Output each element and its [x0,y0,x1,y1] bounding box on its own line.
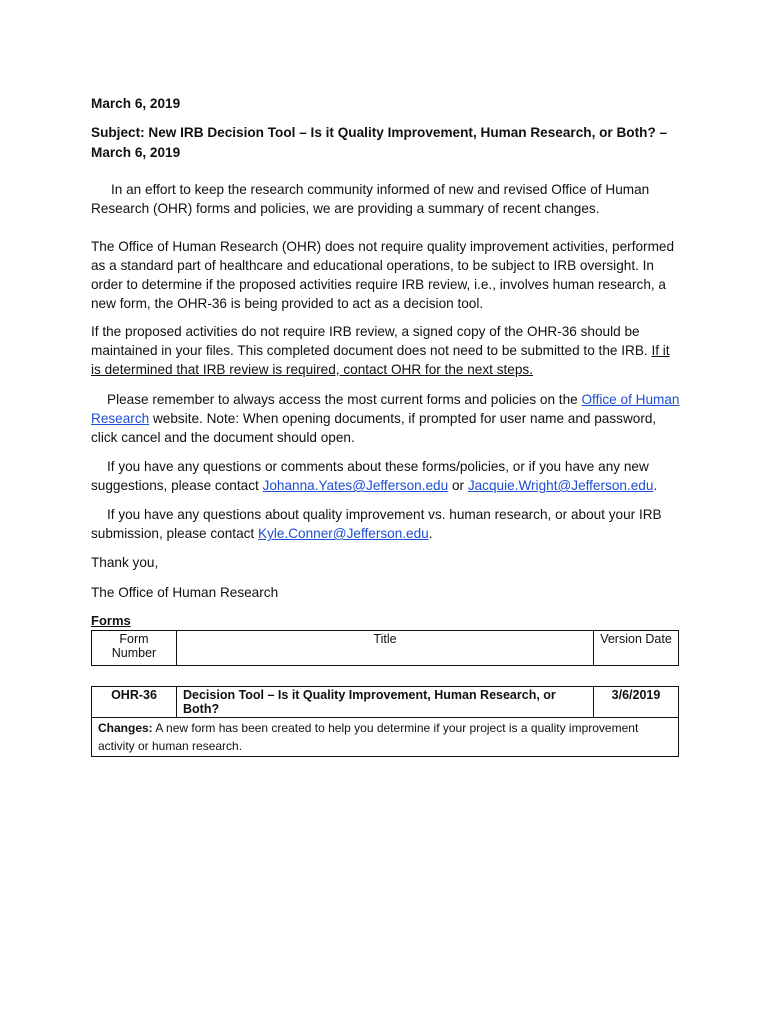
remember-paragraph [91,390,683,447]
header-title: Title [177,631,594,666]
email-yates-link[interactable]: Johanna.Yates@Jefferson.edu [262,478,449,493]
thanks-line: Thank you, [91,555,159,570]
row-title: Decision Tool – Is it Quality Improvement, Human Research, or Both? [177,687,594,718]
qi-text-pre: If you have any questions about quality improvement vs. human research, or about your IRB submission, please contact [91,507,662,541]
intro-paragraph: In an effort to keep the research community informed of new and revised Office of Human Research (OHR) forms and policies, we are providing a summary of recent changes. [91,182,650,216]
questions-text-pre: If you have any questions or comments about these forms/policies, or if you have any new suggestions, please contact [91,459,649,493]
forms-heading: Forms [91,613,131,628]
review-required-text: If it is determined that IRB review is required, contact OHR for the next steps. [91,343,670,377]
table-header-row [92,631,679,666]
review-paragraph [91,322,683,379]
header-form-number: Form Number [92,631,177,666]
header-version-date: Version Date [594,631,679,666]
email-wright-link[interactable]: Jacquie.Wright@Jefferson.edu [467,478,654,493]
no-review-text: If the proposed activities do not require IRB review, a signed copy of the OHR-36 should be maintained in your files. This completed document does not need to be submitted to the IRB. [91,324,652,358]
signature-line: The Office of Human Research [91,585,279,600]
questions-or-text: or [448,478,468,493]
date-line: March 6, 2019 [91,96,181,111]
questions-paragraph [91,457,683,495]
row-changes [92,718,679,757]
forms-entry-table [91,686,679,757]
row-form-number: OHR-36 [92,687,177,718]
changes-label: Changes: [98,721,153,735]
remember-text-pre: Please remember to always access the most current forms and policies on the [107,392,582,407]
subject-line: Subject: New IRB Decision Tool – Is it Quality Improvement, Human Research, or Both? – March 6, 2019 [91,125,668,160]
remember-text-post: website. Note: When opening documents, if prompted for user name and password, click cancel and the document should open. [91,411,657,445]
forms-header-table [91,630,679,666]
table-changes-row [92,718,679,757]
questions-end-text: . [653,478,658,493]
changes-text: A new form has been created to help you determine if your project is a quality improvement activity or human research. [98,721,639,753]
ohr-website-link[interactable]: Office of Human Research [91,392,680,426]
row-version-date: 3/6/2019 [594,687,679,718]
policy-paragraph: The Office of Human Research (OHR) does not require quality improvement activities, performed as a standard part of healthcare and educational operations, to be subject to IRB oversight. In order to determine if the proposed activities require IRB review, i.e., involves human research, a new form, the OHR-36 is being provided to act as a decision tool. [91,239,675,311]
qi-paragraph [91,505,683,543]
qi-end-text: . [428,526,433,541]
email-conner-link[interactable]: Kyle.Conner@Jefferson.edu [258,526,429,541]
table-row [92,687,679,718]
